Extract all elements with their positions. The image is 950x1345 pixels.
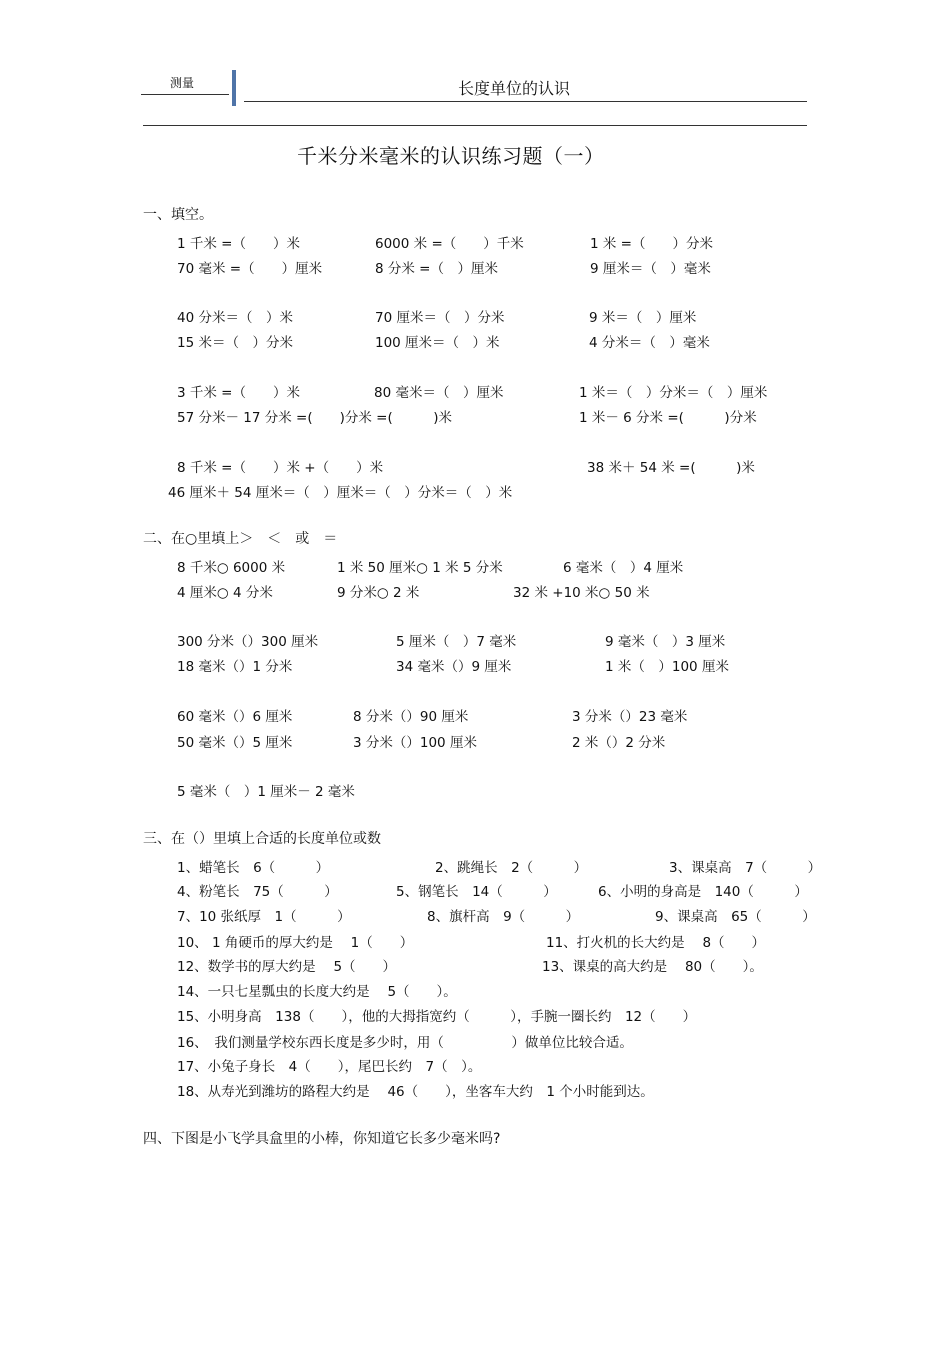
s2-item: 8 千米○ 6000 米 [177, 560, 286, 576]
s3-item: 11、打火机的长大约是 8（ ） [546, 935, 766, 951]
section1-heading: 一、填空。 [143, 207, 213, 223]
s2-item: 5 厘米（ ）7 毫米 [396, 634, 517, 650]
section3-heading: 三、在（）里填上合适的长度单位或数 [143, 831, 381, 847]
s3-item: 18、从寿光到潍坊的路程大约是 46（ ），坐客车大约 1 个小时能到达。 [177, 1084, 654, 1100]
s1-item: 1 米 =（ ）分米 [590, 236, 713, 252]
s3-item: 8、旗杆高 9（ ） [427, 909, 580, 925]
s1-item: 15 米＝（ ）分米 [177, 335, 293, 351]
s3-item: 2、跳绳长 2（ ） [435, 860, 588, 876]
s3-item: 17、小兔子身长 4（ ），尾巴长约 7（ ）。 [177, 1059, 482, 1075]
header-category: 测量 [170, 76, 195, 90]
s1-item: 8 千米 =（ ）米 +（ ）米 [177, 460, 384, 476]
s2-item: 1 米 50 厘米○ 1 米 5 分米 [337, 560, 503, 576]
s3-item: 1、蜡笔长 6（ ） [177, 860, 330, 876]
s2-item: 32 米 +10 米○ 50 米 [513, 585, 650, 601]
s1-item: 4 分米＝（ ）毫米 [589, 335, 710, 351]
s2-item: 6 毫米（ ）4 厘米 [563, 560, 684, 576]
s2-item: 2 米（）2 分米 [572, 735, 666, 751]
top-rule [143, 125, 807, 126]
s3-item: 13、课桌的高大约是 80（ ）。 [542, 959, 763, 975]
s2-item: 9 毫米（ ）3 厘米 [605, 634, 726, 650]
s1-item: 8 分米 =（ ）厘米 [375, 261, 498, 277]
s1-item: 100 厘米＝（ ）米 [375, 335, 500, 351]
s1-item: 57 分米－ 17 分米 =( )分米 =( )米 [177, 410, 453, 426]
s1-item: 9 米＝（ ）厘米 [589, 310, 697, 326]
s3-item: 6、小明的身高是 140（ ） [598, 884, 808, 900]
s2-item: 8 分米（）90 厘米 [353, 709, 469, 725]
header-underline [244, 101, 807, 102]
s1-item: 70 厘米＝（ ）分米 [375, 310, 505, 326]
s1-item: 38 米＋ 54 米 =( )米 [587, 460, 755, 476]
header-accent-bar [232, 70, 236, 106]
s3-item: 16、 我们测量学校东西长度是多少时，用（ ）做单位比较合适。 [177, 1035, 633, 1051]
s3-item: 15、小明身高 138（ ），他的大拇指宽约（ ），手腕一圈长约 12（ ） [177, 1009, 697, 1025]
s2-item: 4 厘米○ 4 分米 [177, 585, 273, 601]
s3-item: 4、粉笔长 75（ ） [177, 884, 338, 900]
s1-item: 80 毫米＝（ ）厘米 [374, 385, 504, 401]
s1-item: 3 千米 =（ ）米 [177, 385, 300, 401]
s2-item: 5 毫米（ ）1 厘米－ 2 毫米 [177, 784, 355, 800]
s1-item: 9 厘米＝（ ）毫米 [590, 261, 711, 277]
s2-item: 300 分米（）300 厘米 [177, 634, 319, 650]
s2-item: 3 分米（）23 毫米 [572, 709, 688, 725]
s1-item: 1 千米 =（ ）米 [177, 236, 300, 252]
s3-item: 5、钢笔长 14（ ） [396, 884, 557, 900]
s2-item: 34 毫米（）9 厘米 [396, 659, 512, 675]
s2-item: 3 分米（）100 厘米 [353, 735, 477, 751]
header-title: 长度单位的认识 [458, 79, 571, 98]
s3-item: 9、课桌高 65（ ） [655, 909, 816, 925]
s1-item: 70 毫米 =（ ）厘米 [177, 261, 323, 277]
header-left-underline [141, 94, 229, 95]
s3-item: 14、一只七星瓢虫的长度大约是 5（ ）。 [177, 984, 457, 1000]
s3-item: 12、数学书的厚大约是 5（ ） [177, 959, 397, 975]
s1-item: 1 米＝（ ）分米＝（ ）厘米 [579, 385, 768, 401]
s2-item: 9 分米○ 2 米 [337, 585, 420, 601]
s2-item: 60 毫米（）6 厘米 [177, 709, 293, 725]
s2-item: 1 米（ ）100 厘米 [605, 659, 729, 675]
s1-item: 1 米－ 6 分米 =( )分米 [579, 410, 757, 426]
section2-heading: 二、在○里填上＞ ＜ 或 ＝ [143, 531, 338, 547]
s2-item: 18 毫米（）1 分米 [177, 659, 293, 675]
s3-item: 3、课桌高 7（ ） [669, 860, 822, 876]
s1-item: 6000 米 =（ ）千米 [375, 236, 524, 252]
page-title: 千米分米毫米的认识练习题（一） [297, 144, 605, 168]
s1-item: 40 分米＝（ ）米 [177, 310, 293, 326]
s3-item: 7、10 张纸厚 1（ ） [177, 909, 351, 925]
section4-heading: 四、下图是小飞学具盒里的小棒，你知道它长多少毫米吗? [143, 1131, 501, 1147]
s1-item: 46 厘米＋ 54 厘米＝（ ）厘米＝（ ）分米＝（ ）米 [168, 485, 513, 501]
s3-item: 10、 1 角硬币的厚大约是 1（ ） [177, 935, 414, 951]
s2-item: 50 毫米（）5 厘米 [177, 735, 293, 751]
